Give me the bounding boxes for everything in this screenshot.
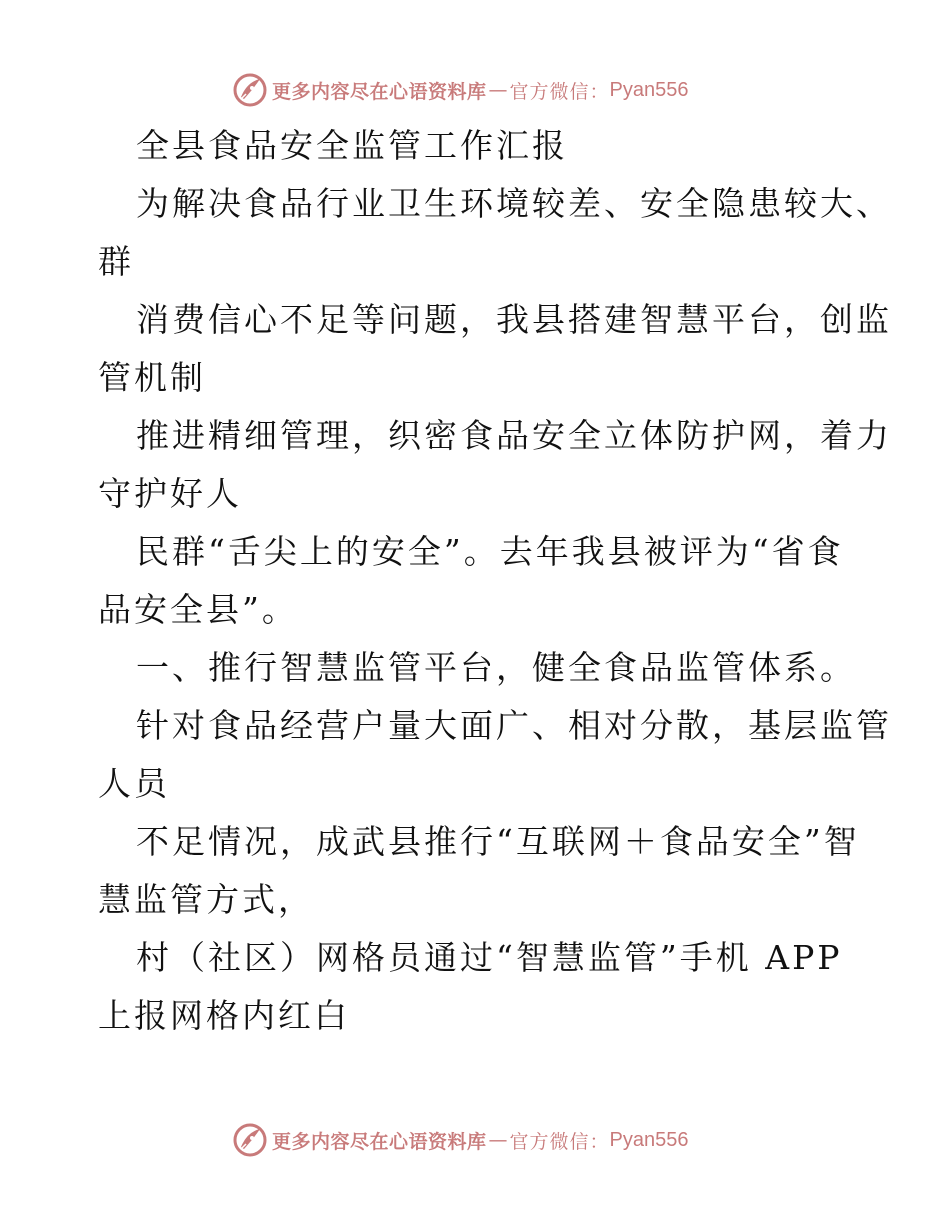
watermark-brand-text: 更多内容尽在心语资料库 xyxy=(272,80,487,103)
text-line: 推进精细管理，织密食品安全立体防护网，着力 xyxy=(136,416,892,455)
text-line: 针对食品经营户量大面广、相对分散，基层监管 xyxy=(136,706,892,745)
text-line: 上报网格内红白 xyxy=(98,996,350,1035)
text-line: 消费信心不足等问题，我县搭建智慧平台，创监 xyxy=(136,300,892,339)
watermark-wechat-id: Pyan556 xyxy=(609,78,689,101)
header-watermark xyxy=(232,70,689,110)
pen-nib-logo-icon xyxy=(232,1122,268,1158)
watermark-separator: — xyxy=(488,1129,508,1151)
text-line: 民群“舌尖上的安全”。去年我县被评为“省食 xyxy=(136,532,844,571)
text-line: 群 xyxy=(98,242,134,281)
watermark-separator: — xyxy=(488,79,508,101)
watermark-wechat-id: Pyan556 xyxy=(609,1128,689,1151)
text-line: 不足情况，成武县推行“互联网＋食品安全”智 xyxy=(136,822,860,861)
text-line: 管机制 xyxy=(98,358,206,397)
text-line: 为解决食品行业卫生环境较差、安全隐患较大、 xyxy=(136,184,892,223)
pen-nib-logo-icon xyxy=(232,72,268,108)
text-line: 守护好人 xyxy=(98,474,242,513)
footer-watermark xyxy=(232,1120,689,1160)
document-body xyxy=(98,117,892,1045)
watermark-brand-text: 更多内容尽在心语资料库 xyxy=(272,1130,487,1153)
text-line: 慧监管方式， xyxy=(98,880,314,919)
text-line: 品安全县”。 xyxy=(98,590,298,629)
text-line: 人员 xyxy=(98,764,170,803)
watermark-wechat-label: 官方微信： xyxy=(509,80,610,103)
watermark-wechat-label: 官方微信： xyxy=(509,1130,610,1153)
section-heading: 一、推行智慧监管平台，健全食品监管体系。 xyxy=(136,648,856,687)
document-title: 全县食品安全监管工作汇报 xyxy=(136,126,568,165)
text-line: 村（社区）网格员通过“智慧监管”手机 APP xyxy=(136,938,843,977)
